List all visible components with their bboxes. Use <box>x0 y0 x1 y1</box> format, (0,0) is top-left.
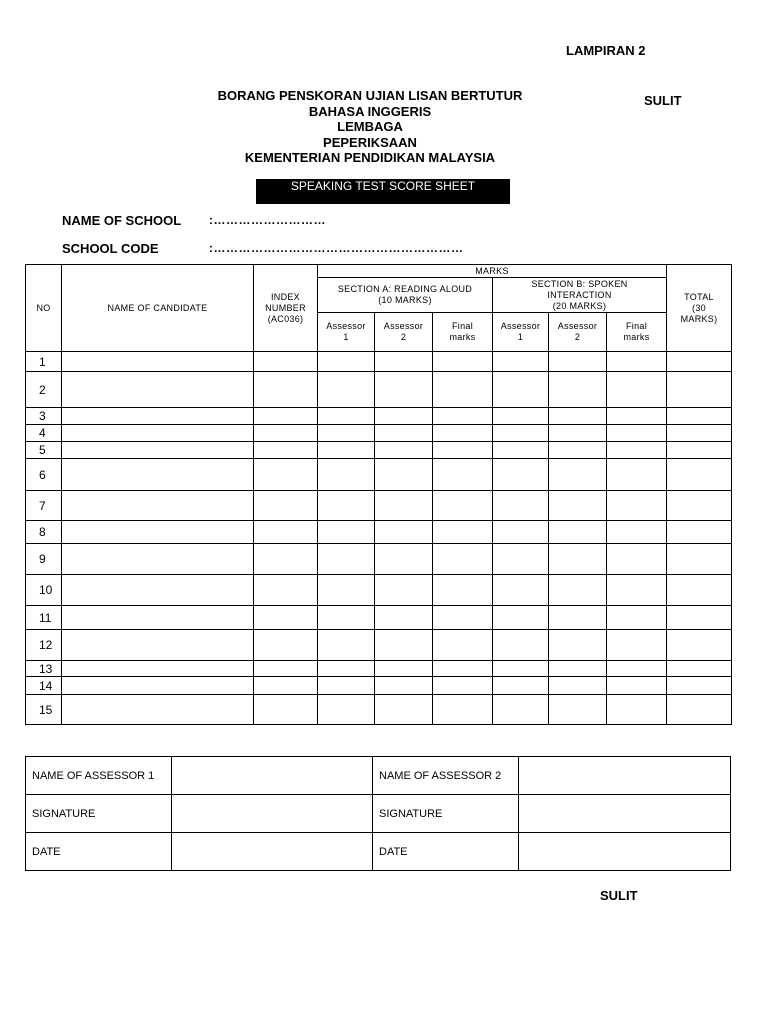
table-row <box>26 352 732 372</box>
sub-header-a-final <box>433 313 493 352</box>
b-final-cell[interactable] <box>607 491 667 521</box>
total-cell[interactable] <box>667 408 732 425</box>
a-assessor-2-cell[interactable] <box>375 544 433 575</box>
b-assessor-2-cell[interactable] <box>549 408 607 425</box>
a-assessor-2-cell[interactable] <box>375 630 433 661</box>
total-cell[interactable] <box>667 677 732 695</box>
b-assessor-2-cell[interactable] <box>549 425 607 442</box>
total-header <box>667 265 732 352</box>
row-number: 3 <box>26 408 62 425</box>
a-final-cell[interactable] <box>433 372 493 408</box>
title-line: BORANG PENSKORAN UJIAN LISAN BERTUTUR <box>217 88 523 103</box>
a-assessor-1-cell[interactable] <box>318 491 375 521</box>
total-cell[interactable] <box>667 606 732 630</box>
b-assessor-2-cell[interactable] <box>549 575 607 606</box>
b-assessor-1-cell[interactable] <box>493 661 549 677</box>
b-final-cell[interactable] <box>607 544 667 575</box>
a-assessor-1-cell[interactable] <box>318 425 375 442</box>
sub-header-text: Final <box>451 321 473 331</box>
b-assessor-1-cell[interactable] <box>493 408 549 425</box>
sub-header-a-assessor-1 <box>318 313 375 352</box>
b-assessor-1-cell[interactable] <box>493 372 549 408</box>
a-assessor-2-cell[interactable] <box>375 606 433 630</box>
a-final-cell[interactable] <box>433 630 493 661</box>
a-assessor-2-cell[interactable] <box>375 372 433 408</box>
table-row <box>26 521 732 544</box>
a-assessor-2-cell[interactable] <box>375 425 433 442</box>
row-number: 9 <box>26 544 62 575</box>
b-final-cell[interactable] <box>607 459 667 491</box>
index-number-cell[interactable] <box>254 408 318 425</box>
row-number: 15 <box>26 695 62 725</box>
total-cell[interactable] <box>667 459 732 491</box>
assessor-1-date-label: DATE <box>26 833 172 871</box>
b-assessor-1-cell[interactable] <box>493 459 549 491</box>
candidate-name-cell[interactable] <box>62 606 254 630</box>
b-final-cell[interactable] <box>607 630 667 661</box>
sub-header-text: marks <box>449 332 476 342</box>
section-a-header <box>318 278 493 313</box>
total-line: TOTAL <box>684 291 714 302</box>
index-number-cell[interactable] <box>254 677 318 695</box>
school-name-field[interactable]: :……………………… <box>209 213 326 227</box>
a-assessor-2-cell[interactable] <box>375 442 433 459</box>
col-name-header: NAME OF CANDIDATE <box>62 265 254 352</box>
assessor-2-signature-label: SIGNATURE <box>373 795 519 833</box>
b-assessor-1-cell[interactable] <box>493 630 549 661</box>
a-final-cell[interactable] <box>433 491 493 521</box>
a-assessor-1-cell[interactable] <box>318 459 375 491</box>
section-a-line: (10 MARKS) <box>378 295 432 305</box>
assessor-2-name-field[interactable] <box>519 757 731 795</box>
table-row <box>26 661 732 677</box>
candidate-name-cell[interactable] <box>62 677 254 695</box>
sub-header-b-assessor-2 <box>549 313 607 352</box>
sulit-top-label: SULIT <box>644 93 682 108</box>
a-final-cell[interactable] <box>433 459 493 491</box>
a-final-cell[interactable] <box>433 442 493 459</box>
a-assessor-1-cell[interactable] <box>318 695 375 725</box>
b-assessor-1-cell[interactable] <box>493 425 549 442</box>
assessor-2-name-label: NAME OF ASSESSOR 2 <box>373 757 519 795</box>
index-number-cell[interactable] <box>254 372 318 408</box>
assessor-1-signature-label: SIGNATURE <box>26 795 172 833</box>
assessor-row <box>26 795 731 833</box>
a-assessor-2-cell[interactable] <box>375 352 433 372</box>
b-final-cell[interactable] <box>607 606 667 630</box>
b-assessor-2-cell[interactable] <box>549 695 607 725</box>
assessor-1-date-field[interactable] <box>172 833 373 871</box>
a-final-cell[interactable] <box>433 677 493 695</box>
candidate-name-cell[interactable] <box>62 425 254 442</box>
a-assessor-1-cell[interactable] <box>318 372 375 408</box>
candidate-name-cell[interactable] <box>62 408 254 425</box>
a-assessor-2-cell[interactable] <box>375 459 433 491</box>
b-assessor-2-cell[interactable] <box>549 677 607 695</box>
assessor-2-date-label: DATE <box>373 833 519 871</box>
b-assessor-2-cell[interactable] <box>549 442 607 459</box>
index-number-cell[interactable] <box>254 575 318 606</box>
a-assessor-1-cell[interactable] <box>318 606 375 630</box>
b-final-cell[interactable] <box>607 408 667 425</box>
assessor-1-name-label: NAME OF ASSESSOR 1 <box>26 757 172 795</box>
b-assessor-2-cell[interactable] <box>549 630 607 661</box>
sub-header-text: Final <box>626 321 648 331</box>
table-row <box>26 544 732 575</box>
sub-header-text: 1 <box>517 332 524 342</box>
table-row <box>26 408 732 425</box>
b-final-cell[interactable] <box>607 661 667 677</box>
b-assessor-1-cell[interactable] <box>493 491 549 521</box>
candidate-name-cell[interactable] <box>62 352 254 372</box>
a-assessor-2-cell[interactable] <box>375 575 433 606</box>
assessor-1-name-field[interactable] <box>172 757 373 795</box>
row-number: 14 <box>26 677 62 695</box>
table-row <box>26 695 732 725</box>
row-number: 11 <box>26 606 62 630</box>
row-number: 8 <box>26 521 62 544</box>
b-assessor-2-cell[interactable] <box>549 459 607 491</box>
index-number-cell[interactable] <box>254 425 318 442</box>
sub-header-b-final <box>607 313 667 352</box>
assessor-2-signature-field[interactable] <box>519 795 731 833</box>
index-line: INDEX <box>270 291 300 302</box>
title-line: LEMBAGA <box>337 119 403 134</box>
total-cell[interactable] <box>667 442 732 459</box>
total-cell[interactable] <box>667 661 732 677</box>
a-final-cell[interactable] <box>433 695 493 725</box>
index-number-cell[interactable] <box>254 661 318 677</box>
sub-header-b-assessor-1 <box>493 313 549 352</box>
b-assessor-2-cell[interactable] <box>549 372 607 408</box>
table-row <box>26 491 732 521</box>
sub-header-text: 1 <box>343 332 349 342</box>
sub-header-text: Assessor <box>500 321 541 331</box>
a-assessor-2-cell[interactable] <box>375 695 433 725</box>
sub-header-text: 2 <box>400 332 407 342</box>
row-number: 7 <box>26 491 62 521</box>
a-assessor-1-cell[interactable] <box>318 521 375 544</box>
sub-header-text: Assessor <box>383 321 424 331</box>
b-assessor-2-cell[interactable] <box>549 606 607 630</box>
form-title <box>190 88 550 166</box>
b-assessor-1-cell[interactable] <box>493 606 549 630</box>
col-index-header <box>254 265 318 352</box>
table-row <box>26 442 732 459</box>
b-assessor-2-cell[interactable] <box>549 352 607 372</box>
b-assessor-2-cell[interactable] <box>549 521 607 544</box>
a-assessor-1-cell[interactable] <box>318 661 375 677</box>
title-line: BAHASA INGGERIS <box>308 103 432 119</box>
b-final-cell[interactable] <box>607 442 667 459</box>
sub-header-text: Assessor <box>326 321 366 331</box>
a-assessor-1-cell[interactable] <box>318 544 375 575</box>
school-code-field[interactable]: :…………………………………………………… <box>209 241 464 255</box>
candidate-name-cell[interactable] <box>62 575 254 606</box>
total-cell[interactable] <box>667 630 732 661</box>
a-assessor-2-cell[interactable] <box>375 491 433 521</box>
col-no-header: NO <box>26 265 62 352</box>
section-b-line: (20 MARKS) <box>552 300 607 311</box>
section-b-line: INTERACTION <box>547 289 612 300</box>
a-final-cell[interactable] <box>433 425 493 442</box>
index-number-cell[interactable] <box>254 521 318 544</box>
candidate-name-cell[interactable] <box>62 661 254 677</box>
score-table <box>25 264 732 725</box>
candidate-name-cell[interactable] <box>62 442 254 459</box>
candidate-name-cell[interactable] <box>62 372 254 408</box>
b-final-cell[interactable] <box>607 352 667 372</box>
total-line: MARKS) <box>680 313 718 324</box>
candidate-name-cell[interactable] <box>62 521 254 544</box>
index-number-cell[interactable] <box>254 544 318 575</box>
total-cell[interactable] <box>667 521 732 544</box>
table-row <box>26 372 732 408</box>
sub-header-text: Assessor <box>557 321 598 331</box>
title-line: PEPERIKSAAN <box>323 134 417 150</box>
index-number-cell[interactable] <box>254 491 318 521</box>
assessor-2-date-field[interactable] <box>519 833 731 871</box>
row-number: 4 <box>26 425 62 442</box>
b-final-cell[interactable] <box>607 575 667 606</box>
sub-header-a-assessor-2 <box>375 313 433 352</box>
assessor-row <box>26 757 731 795</box>
lampiran-label: LAMPIRAN 2 <box>566 43 646 58</box>
row-number: 12 <box>26 630 62 661</box>
a-assessor-2-cell[interactable] <box>375 521 433 544</box>
score-table-body <box>26 352 732 725</box>
a-final-cell[interactable] <box>433 352 493 372</box>
table-row <box>26 630 732 661</box>
a-assessor-1-cell[interactable] <box>318 630 375 661</box>
b-assessor-1-cell[interactable] <box>493 575 549 606</box>
a-assessor-1-cell[interactable] <box>318 408 375 425</box>
total-cell[interactable] <box>667 695 732 725</box>
b-final-cell[interactable] <box>607 521 667 544</box>
table-row <box>26 575 732 606</box>
sub-header-text: 2 <box>574 332 581 342</box>
total-cell[interactable] <box>667 352 732 372</box>
row-number: 5 <box>26 442 62 459</box>
a-assessor-1-cell[interactable] <box>318 442 375 459</box>
section-a-line: SECTION A: READING ALOUD <box>337 284 473 294</box>
row-number: 1 <box>26 352 62 372</box>
a-assessor-1-cell[interactable] <box>318 677 375 695</box>
total-cell[interactable] <box>667 491 732 521</box>
a-final-cell[interactable] <box>433 606 493 630</box>
a-assessor-2-cell[interactable] <box>375 661 433 677</box>
candidate-name-cell[interactable] <box>62 630 254 661</box>
row-number: 13 <box>26 661 62 677</box>
a-assessor-1-cell[interactable] <box>318 352 375 372</box>
total-cell[interactable] <box>667 544 732 575</box>
sub-header-text: marks <box>623 332 650 342</box>
row-number: 10 <box>26 575 62 606</box>
school-name-label: NAME OF SCHOOL <box>62 213 182 228</box>
b-assessor-2-cell[interactable] <box>549 544 607 575</box>
index-number-cell[interactable] <box>254 459 318 491</box>
total-cell[interactable] <box>667 575 732 606</box>
assessor-table <box>25 756 731 871</box>
section-b-line: SECTION B: SPOKEN <box>531 278 628 289</box>
table-row <box>26 606 732 630</box>
b-final-cell[interactable] <box>607 695 667 725</box>
row-number: 2 <box>26 372 62 408</box>
a-final-cell[interactable] <box>433 408 493 425</box>
a-final-cell[interactable] <box>433 544 493 575</box>
assessor-row <box>26 833 731 871</box>
score-sheet-banner: SPEAKING TEST SCORE SHEET <box>256 179 510 204</box>
b-final-cell[interactable] <box>607 372 667 408</box>
table-row <box>26 425 732 442</box>
b-assessor-1-cell[interactable] <box>493 677 549 695</box>
table-row <box>26 459 732 491</box>
candidate-name-cell[interactable] <box>62 544 254 575</box>
marks-header: MARKS <box>318 265 667 278</box>
a-final-cell[interactable] <box>433 521 493 544</box>
total-cell[interactable] <box>667 425 732 442</box>
candidate-name-cell[interactable] <box>62 695 254 725</box>
total-line: (30 <box>692 302 706 313</box>
a-final-cell[interactable] <box>433 575 493 606</box>
sulit-bottom-label: SULIT <box>600 888 638 903</box>
b-assessor-1-cell[interactable] <box>493 695 549 725</box>
row-number: 6 <box>26 459 62 491</box>
candidate-name-cell[interactable] <box>62 491 254 521</box>
assessor-1-signature-field[interactable] <box>172 795 373 833</box>
index-number-cell[interactable] <box>254 352 318 372</box>
candidate-name-cell[interactable] <box>62 459 254 491</box>
index-number-cell[interactable] <box>254 695 318 725</box>
school-code-label: SCHOOL CODE <box>62 241 159 256</box>
index-number-cell[interactable] <box>254 606 318 630</box>
index-line: (AC036) <box>267 313 304 324</box>
b-final-cell[interactable] <box>607 425 667 442</box>
a-final-cell[interactable] <box>433 661 493 677</box>
total-cell[interactable] <box>667 372 732 408</box>
b-assessor-2-cell[interactable] <box>549 491 607 521</box>
a-assessor-1-cell[interactable] <box>318 575 375 606</box>
b-final-cell[interactable] <box>607 677 667 695</box>
b-assessor-2-cell[interactable] <box>549 661 607 677</box>
table-row <box>26 677 732 695</box>
b-assessor-1-cell[interactable] <box>493 352 549 372</box>
index-line: NUMBER <box>265 302 306 313</box>
b-assessor-1-cell[interactable] <box>493 544 549 575</box>
b-assessor-1-cell[interactable] <box>493 442 549 459</box>
title-line: KEMENTERIAN PENDIDIKAN MALAYSIA <box>244 150 496 165</box>
a-assessor-2-cell[interactable] <box>375 677 433 695</box>
index-number-cell[interactable] <box>254 442 318 459</box>
index-number-cell[interactable] <box>254 630 318 661</box>
section-b-header <box>493 278 667 313</box>
a-assessor-2-cell[interactable] <box>375 408 433 425</box>
b-assessor-1-cell[interactable] <box>493 521 549 544</box>
